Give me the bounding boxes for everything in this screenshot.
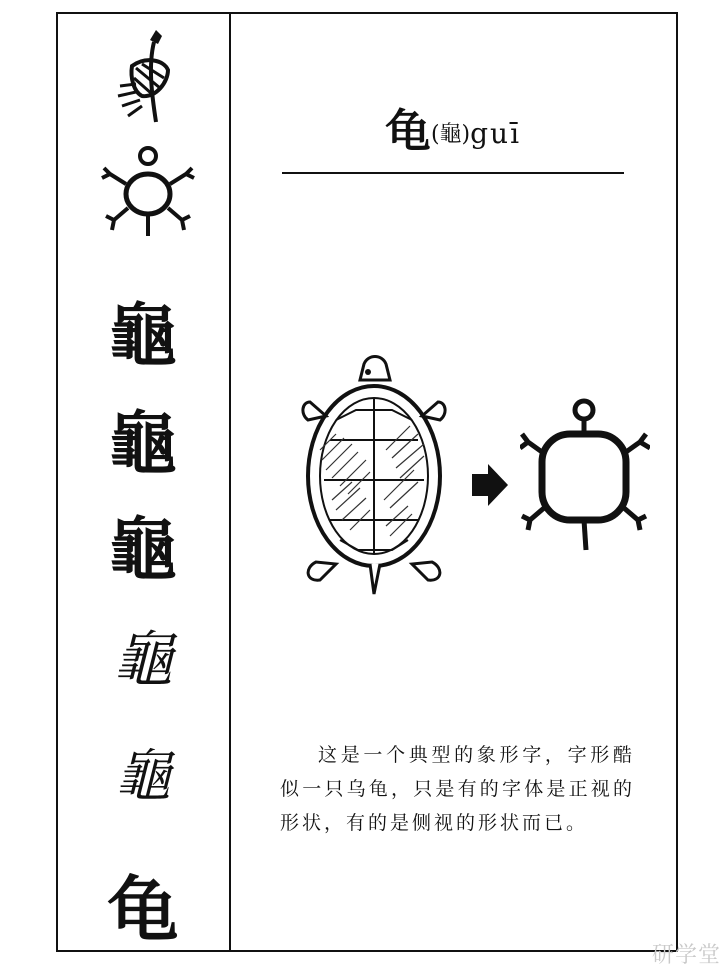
description-text (280, 738, 635, 840)
right-arrow-icon (470, 462, 510, 508)
watermark: 研学堂 (651, 943, 721, 968)
regular-glyph: 龟 (106, 867, 179, 952)
turtle-illustration (296, 350, 656, 610)
oracle-turtle-side-icon (112, 26, 182, 128)
description-paragraph: 这是一个典型的象形字，字形酷似一只乌龟，只是有的字体是正视的形状，有的是侧视的形状而已。 (280, 744, 635, 834)
cursive-glyph-2: 龜 (115, 744, 171, 809)
bronze-glyph: 龜 (108, 296, 177, 376)
traditional-character: (龜) (430, 122, 471, 147)
turtle-drawing-icon (296, 350, 456, 600)
oracle-turtle-glyph-icon (520, 396, 650, 556)
seal-glyph: 龜 (108, 404, 177, 484)
column-divider (229, 12, 231, 952)
character-heading (282, 95, 624, 161)
pinyin: guī (470, 117, 522, 150)
simplified-character: 龟 (384, 104, 431, 158)
heading-rule (282, 172, 624, 174)
oracle-turtle-top-icon (98, 144, 198, 240)
clerical-glyph: 龜 (108, 510, 177, 590)
glyph-evolution-column (60, 20, 226, 952)
cursive-glyph-1: 龜 (113, 625, 173, 695)
